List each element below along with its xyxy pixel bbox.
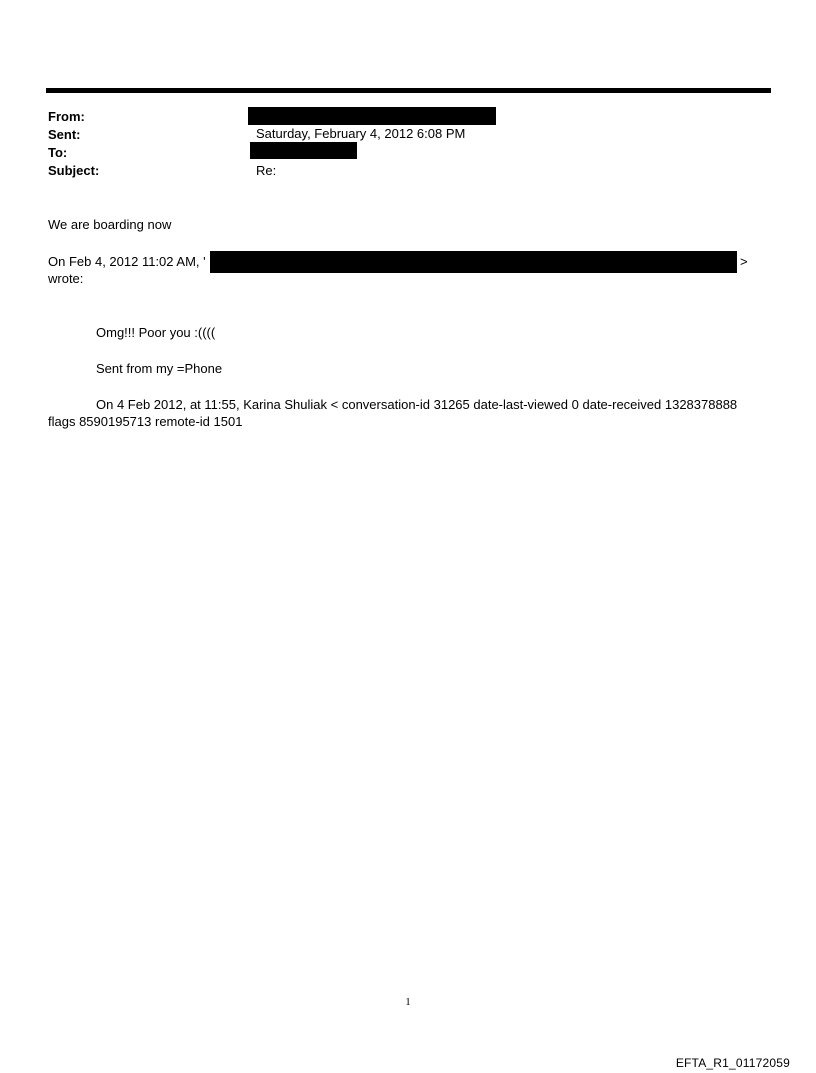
reply-line-sent-from: Sent from my =Phone xyxy=(96,361,223,376)
reply-line-karina: On 4 Feb 2012, at 11:55, Karina Shuliak < conversation-id 31265 date-last-viewed 0 date-received 1328378888 xyxy=(96,397,738,412)
to-redaction xyxy=(250,142,357,159)
quote-intro-prefix: On Feb 4, 2012 11:02 AM, ' xyxy=(48,254,206,269)
bates-number: EFTA_R1_01172059 xyxy=(675,1056,790,1070)
from-redaction xyxy=(248,107,496,125)
subject-label: Subject: xyxy=(48,163,100,178)
page-number: 1 xyxy=(405,996,411,1008)
quote-intro-suffix: > xyxy=(740,254,748,269)
sender-redaction xyxy=(210,251,737,273)
sent-value: Saturday, February 4, 2012 6:08 PM xyxy=(256,126,466,141)
quote-intro-wrote: wrote: xyxy=(48,271,84,286)
reply-line-omg: Omg!!! Poor you :(((( xyxy=(96,325,216,340)
to-label: To: xyxy=(48,145,68,160)
header-divider-rule xyxy=(46,88,771,93)
reply-line-flags: flags 8590195713 remote-id 1501 xyxy=(48,414,243,429)
subject-value: Re: xyxy=(256,163,277,178)
sent-label: Sent: xyxy=(48,127,81,142)
message-line-boarding: We are boarding now xyxy=(48,217,172,232)
from-label: From: xyxy=(48,109,85,124)
